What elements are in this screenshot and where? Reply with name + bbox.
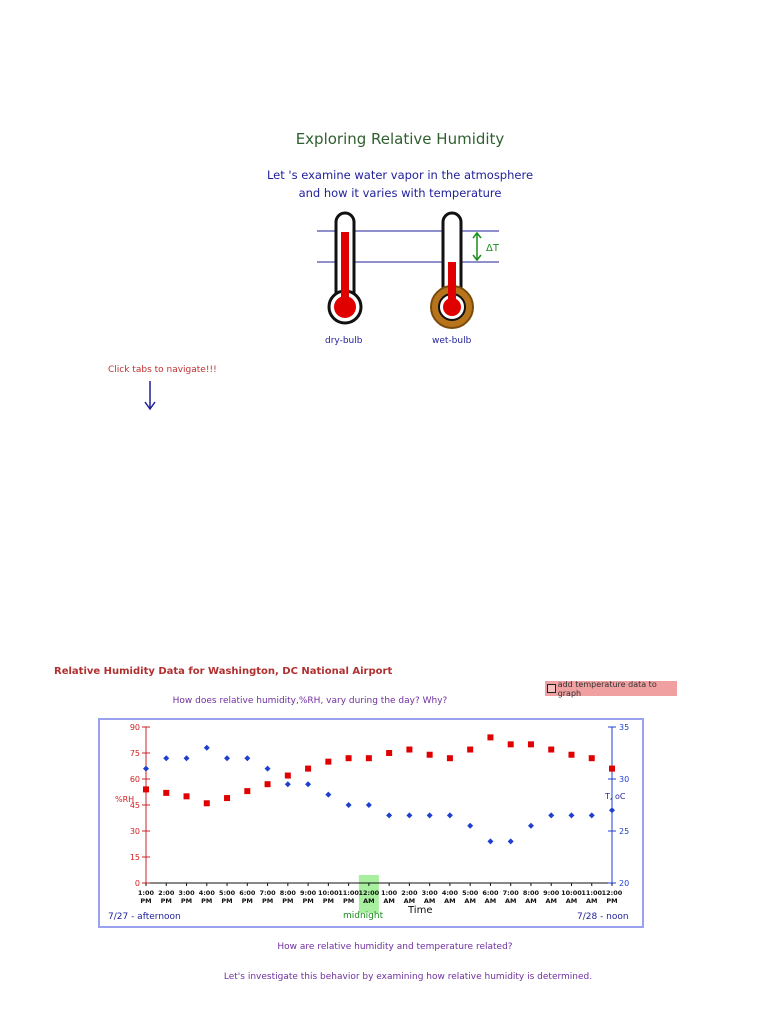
x-tick-label-time: 1:00	[381, 889, 398, 897]
x-tick-label-period: PM	[606, 897, 618, 905]
rh-point	[224, 795, 230, 801]
temperature-point	[447, 812, 453, 818]
wet-bulb-label: wet-bulb	[432, 336, 472, 346]
x-tick-label-period: AM	[444, 897, 456, 905]
x-tick-label-period: PM	[201, 897, 213, 905]
temperature-point	[265, 766, 271, 772]
rh-point	[163, 790, 169, 796]
afternoon-label: 7/27 - afternoon	[108, 912, 181, 922]
temperature-point	[406, 812, 412, 818]
x-tick-label-time: 6:00	[239, 889, 256, 897]
rh-point	[467, 747, 473, 753]
temperature-point	[568, 812, 574, 818]
rh-point	[447, 755, 453, 761]
y-tick-label-right: 30	[619, 775, 630, 784]
x-tick-label-period: AM	[484, 897, 497, 905]
x-tick-label-period: PM	[342, 897, 355, 905]
y-tick-label-right: 20	[619, 879, 630, 888]
temperature-point	[467, 823, 473, 829]
footer-question-2: Let's investigate this behavior by examining how relative humidity is determined.	[223, 972, 593, 982]
x-tick-label-period: AM	[545, 897, 557, 905]
temperature-point	[143, 766, 149, 772]
x-tick-label-period: PM	[322, 897, 334, 905]
rh-point	[508, 741, 514, 747]
rh-point	[366, 755, 372, 761]
rh-point	[548, 747, 554, 753]
x-tick-label-period: AM	[464, 897, 476, 905]
x-tick-label-period: PM	[180, 897, 193, 905]
x-tick-label-time: 8:00	[522, 889, 540, 897]
temperature-point	[508, 838, 514, 844]
y-tick-label-left: 60	[129, 775, 140, 784]
x-tick-label-time: 9:00	[543, 889, 560, 897]
y-axis-left-label: %RH	[115, 795, 135, 804]
x-tick-label-period: AM	[585, 897, 598, 905]
temperature-point	[325, 792, 331, 798]
midnight-label: midnight	[343, 911, 384, 921]
rh-point	[184, 793, 190, 799]
x-tick-label-time: 9:00	[300, 889, 317, 897]
wet-bulb-thermometer	[431, 213, 473, 328]
rh-point	[427, 752, 433, 758]
temperature-point	[609, 807, 615, 813]
temperature-point	[427, 812, 433, 818]
x-tick-label-time: 7:00	[259, 889, 276, 897]
rh-point	[244, 788, 250, 794]
y-tick-label-left: 45	[129, 801, 140, 810]
add-temperature-label: add temperature data to graph	[557, 679, 657, 698]
y-tick-label-left: 75	[129, 749, 140, 758]
rh-point	[265, 781, 271, 787]
x-tick-label-period: PM	[241, 897, 253, 905]
rh-point	[204, 800, 210, 806]
x-tick-label-time: 5:00	[462, 889, 479, 897]
x-tick-label-time: 8:00	[279, 889, 296, 897]
x-tick-label-time: 4:00	[198, 889, 215, 897]
x-tick-label-time: 11:00	[581, 889, 603, 897]
checkbox[interactable]	[547, 684, 556, 693]
humidity-chart	[98, 718, 644, 928]
rh-point	[589, 755, 595, 761]
temperature-point	[163, 755, 169, 761]
chart-section-title: Relative Humidity Data for Washington, DC National Airport	[54, 666, 393, 677]
temperature-point	[184, 755, 190, 761]
x-tick-label-time: 6:00	[482, 889, 499, 897]
page-title: Exploring Relative Humidity	[295, 130, 505, 148]
dry-bulb-label: dry-bulb	[325, 336, 363, 346]
rh-point	[528, 741, 534, 747]
x-tick-label-time: 1:00	[137, 889, 155, 897]
rh-point	[487, 734, 493, 740]
y-tick-label-left: 30	[129, 827, 140, 836]
x-tick-label-period: AM	[363, 897, 375, 905]
y-axis-right-label: T, oC	[605, 792, 626, 801]
noon-label: 7/28 - noon	[577, 912, 629, 922]
x-tick-label-period: PM	[140, 897, 152, 905]
x-tick-label-period: AM	[525, 897, 537, 905]
temperature-point	[366, 802, 372, 808]
x-tick-label-period: PM	[261, 897, 274, 905]
y-tick-label-right: 25	[619, 827, 630, 836]
delta-t-arrow	[473, 233, 500, 260]
rh-point	[406, 747, 412, 753]
x-tick-label-time: 2:00	[401, 889, 418, 897]
thermometer-illustration	[300, 205, 520, 335]
x-tick-label-period: PM	[160, 897, 172, 905]
temperature-point	[204, 745, 210, 751]
intro-text-line-1: Let 's examine water vapor in the atmosphere	[266, 168, 534, 182]
temperature-point	[589, 812, 595, 818]
dry-bulb-thermometer	[329, 213, 361, 323]
navigation-hint: Click tabs to navigate!!!	[108, 365, 217, 375]
temperature-point	[285, 781, 291, 787]
rh-point	[325, 759, 331, 765]
x-tick-label-period: AM	[504, 897, 517, 905]
temperature-point	[244, 755, 250, 761]
intro-text-line-2: and how it varies with temperature	[298, 186, 502, 200]
x-tick-label-period: PM	[302, 897, 314, 905]
add-temperature-toggle[interactable]	[545, 681, 677, 696]
x-tick-label-time: 5:00	[218, 889, 236, 897]
x-tick-label-time: 4:00	[441, 889, 458, 897]
y-tick-label-left: 15	[129, 853, 140, 862]
x-tick-label-time: 7:00	[502, 889, 519, 897]
rh-point	[568, 752, 574, 758]
temperature-point	[487, 838, 493, 844]
y-tick-label-left: 90	[129, 723, 140, 732]
rh-point	[305, 766, 311, 772]
x-tick-label-period: PM	[221, 897, 233, 905]
rh-point	[143, 786, 149, 792]
rh-point	[346, 755, 352, 761]
temperature-point	[224, 755, 230, 761]
x-tick-label-time: 3:00	[421, 889, 438, 897]
y-tick-label-right: 35	[619, 723, 630, 732]
x-tick-label-time: 12:00	[358, 889, 380, 897]
x-tick-label-time: 10:00	[561, 889, 582, 897]
x-tick-label-time: 3:00	[178, 889, 195, 897]
footer-question-1: How are relative humidity and temperature related?	[277, 942, 513, 952]
temperature-point	[548, 812, 554, 818]
y-tick-label-left: 0	[134, 879, 140, 888]
x-tick-label-time: 2:00	[158, 889, 175, 897]
x-tick-label-time: 11:00	[338, 889, 359, 897]
arrow-down-icon	[143, 380, 159, 412]
chart-question: How does relative humidity,%RH, vary during the day? Why?	[172, 696, 448, 706]
rh-point	[386, 750, 392, 756]
x-tick-label-period: AM	[565, 897, 578, 905]
delta-t-label: ΔT	[486, 243, 499, 254]
temperature-point	[305, 781, 311, 787]
rh-point	[285, 773, 291, 779]
x-tick-label-period: AM	[403, 897, 416, 905]
x-tick-label-time: 10:00	[317, 889, 339, 897]
temperature-point	[528, 823, 534, 829]
rh-point	[609, 766, 615, 772]
x-tick-label-period: PM	[282, 897, 294, 905]
x-axis-label: Time	[408, 905, 433, 916]
x-tick-label-time: 12:00	[601, 889, 623, 897]
temperature-point	[386, 812, 392, 818]
x-tick-label-period: AM	[383, 897, 395, 905]
x-tick-label-period: AM	[423, 897, 436, 905]
temperature-point	[346, 802, 352, 808]
